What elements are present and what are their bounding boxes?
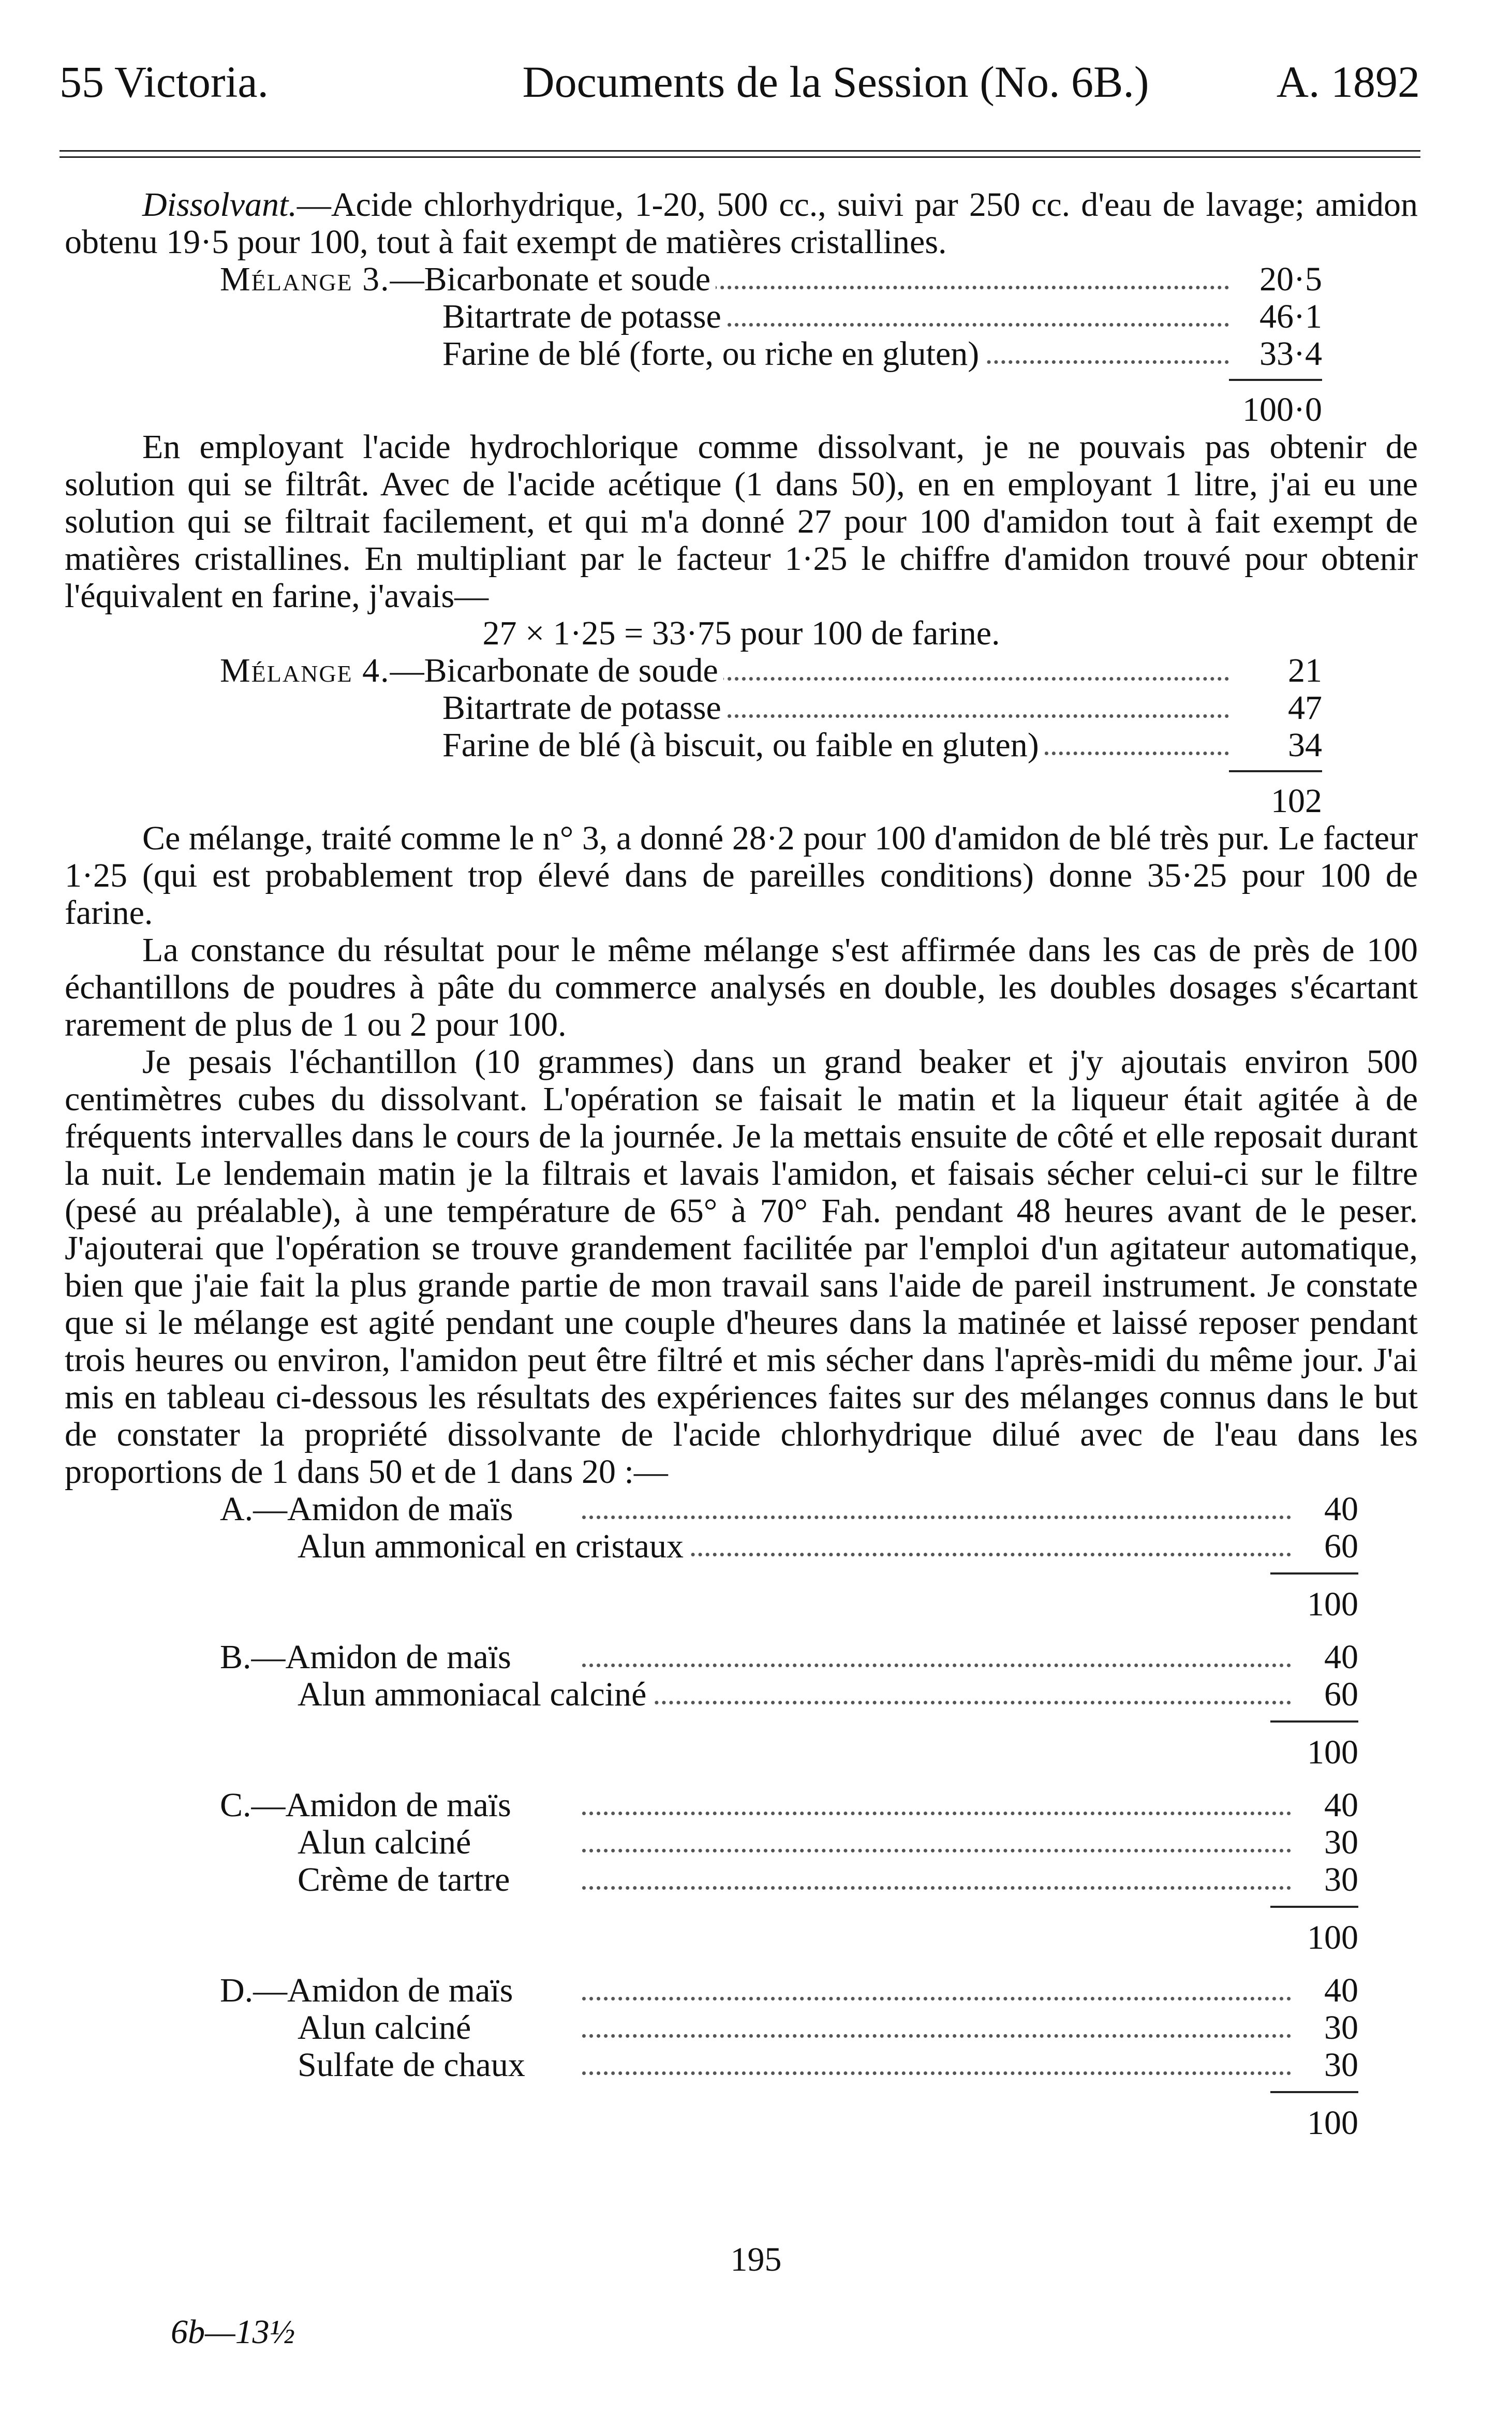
paragraph-constance: La constance du résultat pour le même mélange s'est affirmée dans les cas de près de 100 échantillons de poudres à pâte du commerce analysés en double, les doubles dosages s'écartant rarement de plus de 1 ou 2 pour 100.: [65, 931, 1418, 1043]
sample-row: [220, 1861, 1358, 1899]
intro-text: —Acide chlorhydrique, 1-20, 500 cc., suivi par 250 cc. d'eau de lavage; amidon obtenu 19·5 pour 100, tout à fait exempt de matières cristallines.: [65, 186, 1418, 261]
melange-3-item-value: 20·5: [1259, 260, 1322, 298]
sample-item-value: 40: [1324, 1638, 1358, 1676]
sample-item-name: Sulfate de chaux: [298, 2047, 530, 2084]
sum-rule: [1229, 770, 1322, 783]
paragraph-procedure: Je pesais l'échantillon (10 grammes) dans un grand beaker et j'y ajoutais environ 500 centimètres cubes du dissolvant. L'opération se faisait le matin et la liqueur était agitée à de fréquents intervalles dans le cours de la journée. Je la mettais ensuite de côté et elle reposait durant la nuit. Le lendemain matin je la filtrais et lavais l'amidon, et faisais sécher celui-ci sur le filtre (pesé au préalable), à une température de 65° à 70° Fah. pendant 48 heures avant de le peser. J'ajouterai que l'opération se trouve grandement facilitée par l'emploi d'un agitateur automatique, bien que j'aie fait la plus grande partie de mon travail sans l'aide de pareil instrument. Je constate que si le mélange est agité pendant une couple d'heures dans la matinée et laissé reposer pendant trois heures ou environ, l'amidon peut être filtré et mis sécher dans l'après-midi du même jour. J'ai mis en tableau ci-dessous les résultats des expériences faites sur des mélanges connus dans le but de constater la propriété dissolvante de l'acide chlorhydrique dilué avec de l'eau dans les proportions de 1 dans 50 et de 1 dans 20 :—: [65, 1043, 1418, 1491]
melange-3-total: 100·0: [1242, 391, 1322, 429]
melange-4-row: [220, 689, 1322, 727]
sample-item-name: —Amidon de maïs: [253, 1490, 513, 1528]
dot-leader: [582, 1849, 1291, 1852]
melange-4-row: [220, 727, 1322, 764]
sum-rule: [1229, 379, 1322, 391]
sample-item-value: 40: [1324, 1971, 1358, 2009]
melange-4-item-name: Farine de blé (à biscuit, ou faible en gluten): [442, 727, 1044, 764]
sample-letter: B.: [220, 1638, 251, 1676]
dot-leader: [582, 1997, 1291, 2000]
sample-item-name: —Amidon de maïs: [253, 1971, 513, 2009]
sample-item-name: —Amidon de maïs: [251, 1786, 511, 1824]
melange-4-total: 102: [1271, 782, 1322, 820]
dot-leader: [582, 2071, 1291, 2075]
header-left: 55 Victoria.: [60, 57, 269, 107]
sample-total: 100: [1307, 1585, 1358, 1623]
sample-letter: A.: [220, 1490, 254, 1528]
dot-leader: [582, 1664, 1291, 1667]
sum-rule: [1270, 1720, 1358, 1734]
sample-item-name: Alun ammoniacal calciné: [298, 1676, 651, 1713]
sum-rule: [1270, 1572, 1358, 1586]
sample-row: [220, 1639, 1358, 1676]
melange-4-item-name: Bitartrate de potasse: [442, 689, 727, 727]
sample-total: 100: [1307, 1919, 1358, 1956]
intro-paragraph: [65, 186, 1418, 261]
dot-leader: [582, 1701, 1291, 1704]
sample-letter: C.: [220, 1786, 251, 1824]
sample-item-value: 30: [1324, 1823, 1358, 1861]
running-header: [60, 56, 1420, 113]
sample-item-value: 40: [1324, 1786, 1358, 1824]
sample-item-value: 30: [1324, 1861, 1358, 1899]
dot-leader: [634, 286, 1229, 289]
melange-4-item-value: 21: [1288, 652, 1322, 689]
sample-item-value: 40: [1324, 1490, 1358, 1528]
melange-3-row: [220, 298, 1322, 335]
sample-item-name: —Amidon de maïs: [251, 1638, 511, 1676]
equation: 27 × 1·25 = 33·75 pour 100 de farine.: [482, 614, 1000, 652]
dot-leader: [582, 1886, 1291, 1890]
melange-3-table: [220, 261, 1322, 429]
dot-leader: [582, 1812, 1291, 1815]
sample-row: [220, 2047, 1358, 2084]
melange-4-table: [220, 652, 1322, 820]
intro-italic: Dissolvant.: [142, 186, 297, 224]
sample-item-value: 60: [1324, 1675, 1358, 1713]
sample-item-name: Alun ammonical en cristaux: [298, 1528, 689, 1565]
sample-item-name: Alun calciné: [298, 2009, 476, 2047]
sample-row: [220, 1972, 1358, 2009]
melange-4-item-value: 47: [1288, 689, 1322, 727]
sample-letter: D.: [220, 1971, 254, 2009]
sample-row: [220, 1528, 1358, 1565]
melange-3-row: [220, 261, 1322, 298]
sample-item-value: 30: [1324, 2046, 1358, 2084]
dot-leader: [582, 2034, 1291, 2038]
melange-3-row: [220, 335, 1322, 373]
paragraph-melange-result: Ce mélange, traité comme le n° 3, a donné 28·2 pour 100 d'amidon de blé très pur. Le facteur 1·25 (qui est probablement trop élevé dans de pareilles conditions) donne 35·25 pour 100 de farine.: [65, 819, 1418, 932]
page-body: [65, 186, 1418, 2157]
melange-4-label: Mélange 4.: [220, 652, 390, 689]
sample-item-name: Crème de tartre: [298, 1861, 515, 1899]
sample-row: [220, 1824, 1358, 1861]
header-center: Documents de la Session (No. 6B.): [522, 57, 1149, 107]
sample-row: [220, 1491, 1358, 1528]
sum-rule: [1270, 2091, 1358, 2105]
melange-3-item-value: 46·1: [1259, 298, 1322, 335]
sample-total: 100: [1307, 2104, 1358, 2142]
melange-3-item-name: Farine de blé (forte, ou riche en gluten): [442, 335, 984, 373]
sample-row: [220, 1787, 1358, 1824]
melange-3-item-name: —Bicarbonate et soude: [390, 260, 711, 298]
sample-item-value: 30: [1324, 2009, 1358, 2047]
sum-rule: [1270, 1906, 1358, 1919]
melange-3-label: Mélange 3.: [220, 260, 390, 298]
paragraph-acid: En employant l'acide hydrochlorique comme dissolvant, je ne pouvais pas obtenir de solution qui se filtrât. Avec de l'acide acétique (1 dans 50), en en employant 1 litre, j'ai eu une solution qui se filtrait facilement, et qui m'a donné 27 pour 100 d'amidon tout à fait exempt de matières cristallines. En multipliant par le facteur 1·25 le chiffre d'amidon trouvé pour obtenir l'équivalent en farine, j'avais—: [65, 428, 1418, 615]
signature-mark: 6b—13½: [171, 2313, 295, 2351]
sample-item-value: 60: [1324, 1527, 1358, 1565]
dot-leader: [582, 1516, 1291, 1519]
page-number: 195: [730, 2241, 782, 2278]
sample-row: [220, 2009, 1358, 2047]
melange-4-item-name: —Bicarbonate de soude: [390, 652, 718, 689]
melange-3-item-value: 33·4: [1259, 335, 1322, 373]
header-rule-top: [60, 150, 1420, 152]
melange-4-item-value: 34: [1288, 726, 1322, 764]
sample-total: 100: [1307, 1733, 1358, 1771]
sample-item-name: Alun calciné: [298, 1824, 476, 1861]
sample-row: [220, 1676, 1358, 1713]
melange-3-item-name: Bitartrate de potasse: [442, 298, 727, 335]
header-right: A. 1892: [1276, 57, 1420, 107]
samples-table: [220, 1491, 1358, 2142]
melange-4-row: [220, 652, 1322, 689]
header-rule-bottom: [60, 156, 1420, 158]
